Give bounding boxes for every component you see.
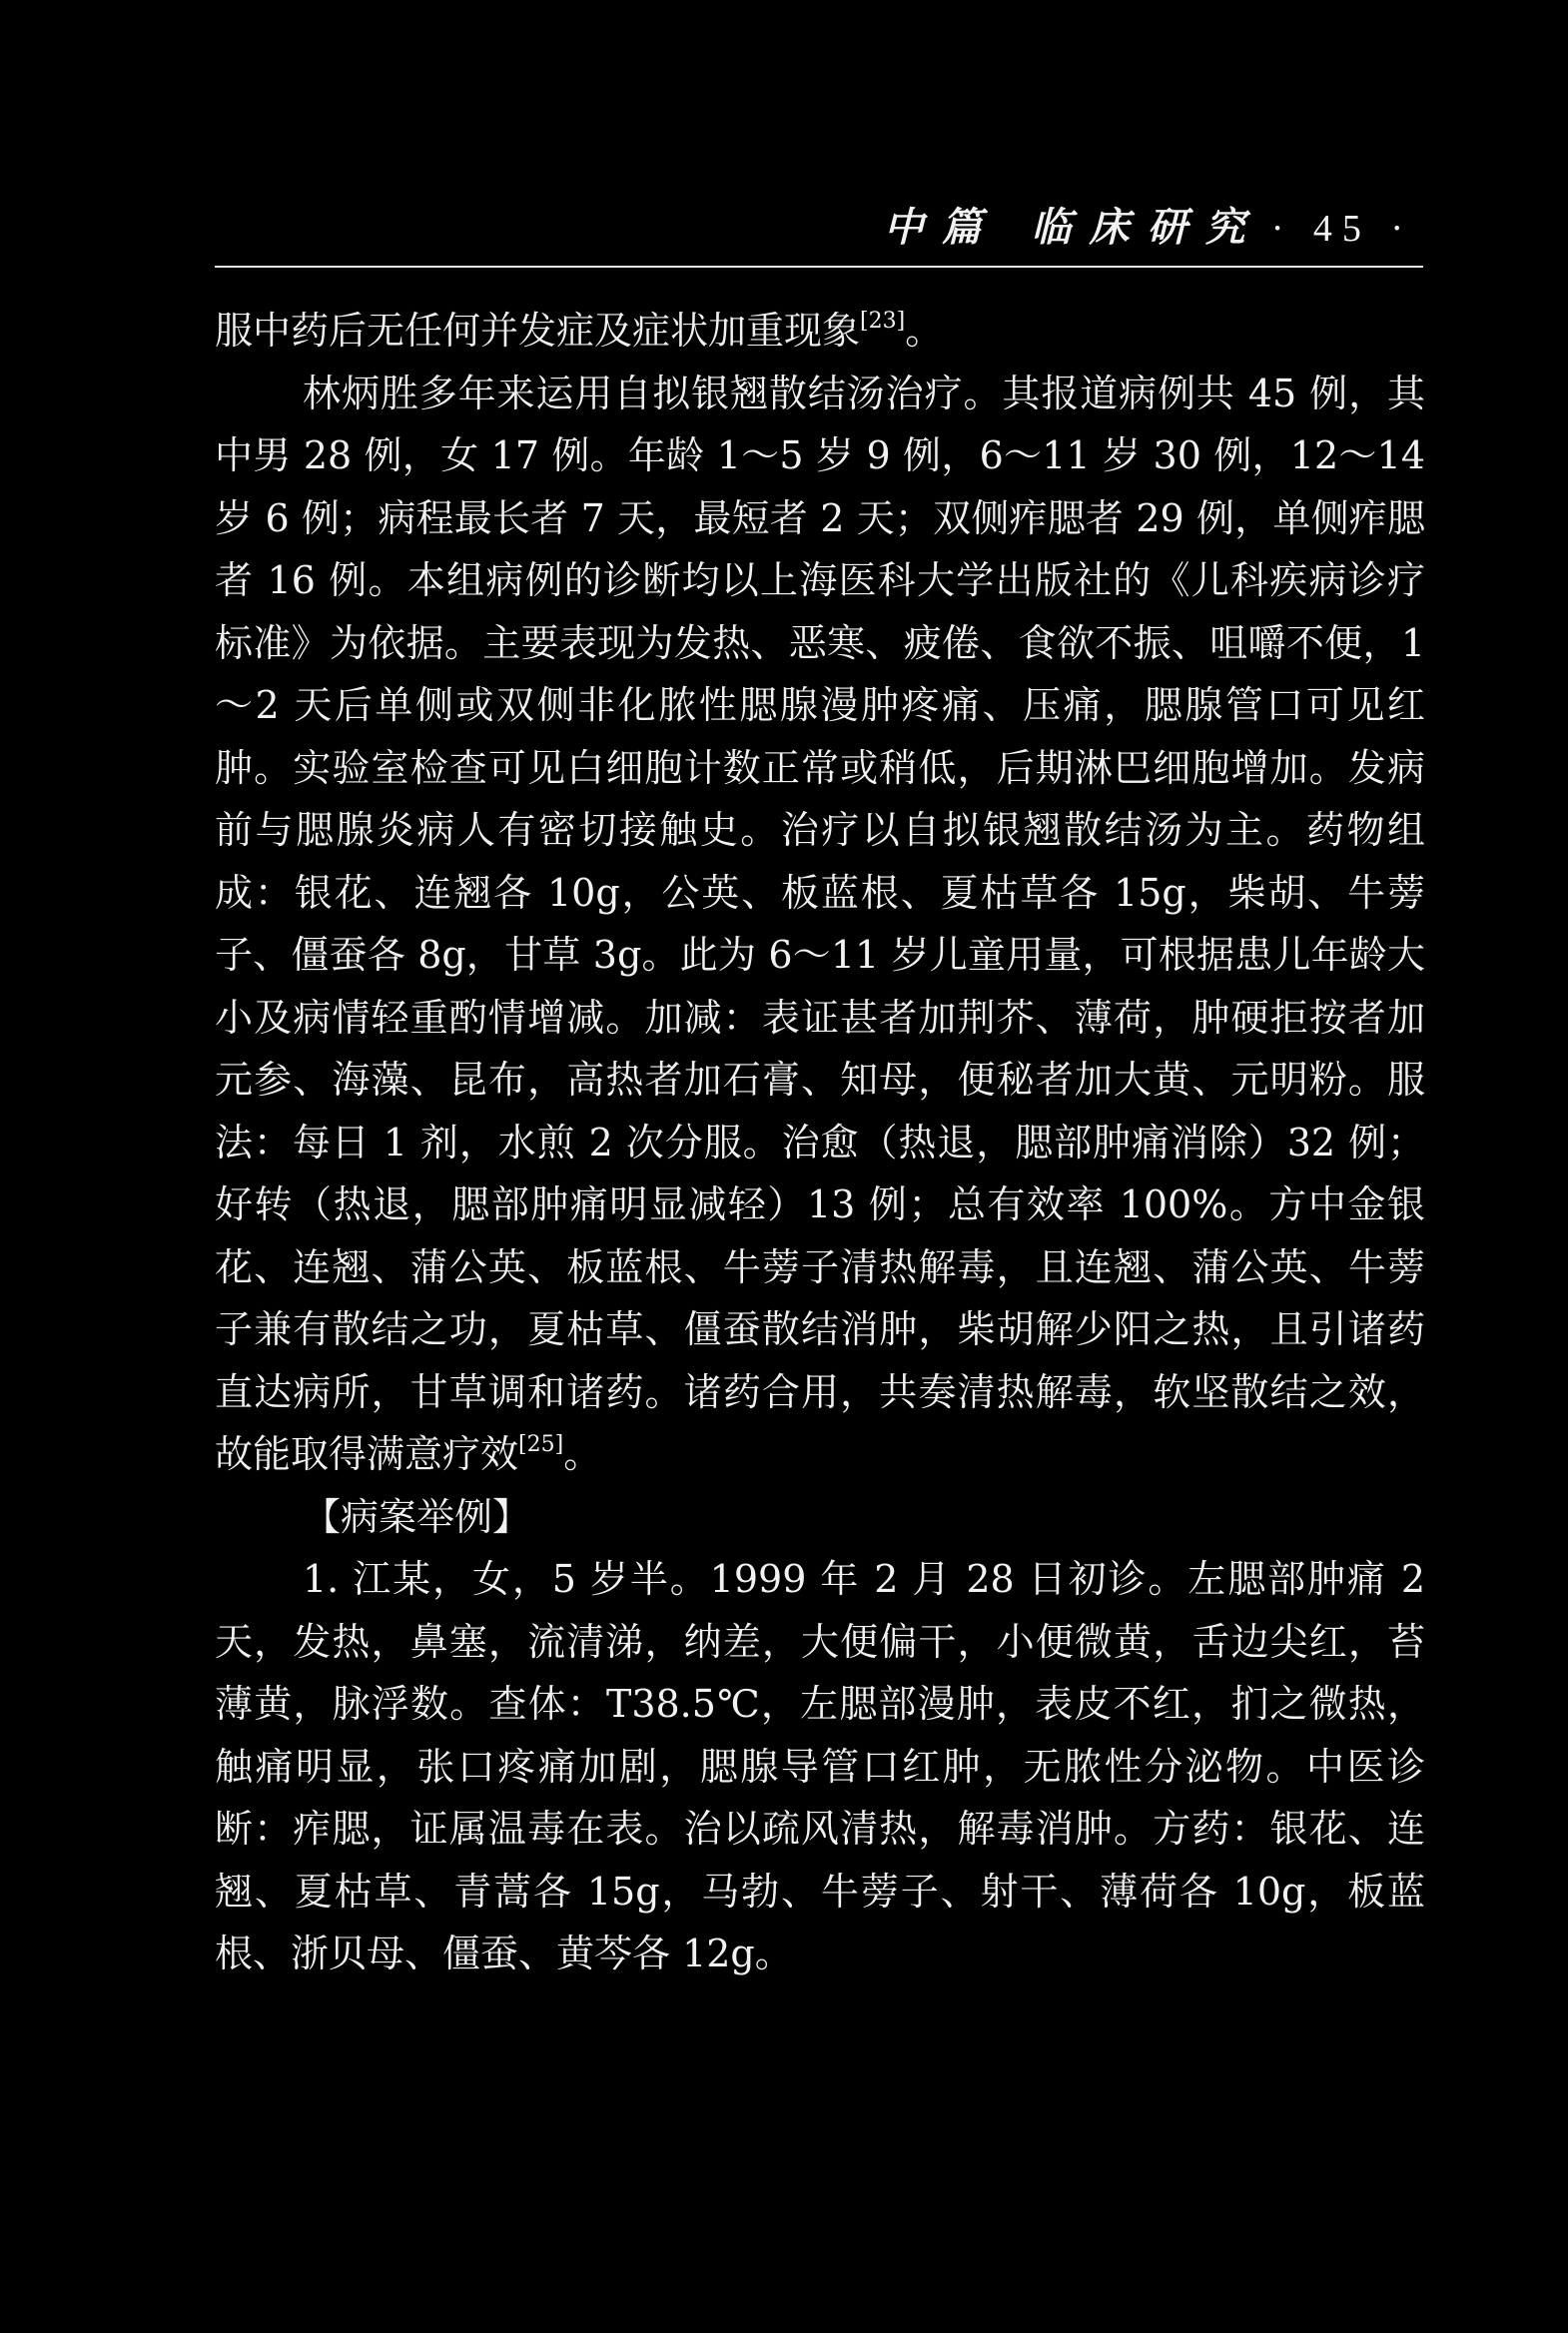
paragraph-lin-bingsheng (215, 363, 1425, 1486)
paragraph-case-1: 1. 江某，女，5 岁半。1999 年 2 月 28 日初诊。左腮部肿痛 2 天，发热，鼻塞，流清涕，纳差，大便偏干，小便微黄，舌边尖红，苔薄黄，脉浮数。查体：T38.5℃，左腮部漫肿，表皮不红，扪之微热，触痛明显，张口疼痛加剧，腮腺导管口红肿，无脓性分泌物。中医诊断：痄腮，证属温毒在表。治以疏风清热，解毒消肿。方药：银花、连翘、夏枯草、青蒿各 15g，马勃、牛蒡子、射干、薄荷各 10g，板蓝根、浙贝母、僵蚕、黄芩各 12g。 (215, 1557, 1425, 1975)
citation-mark: [23] (860, 309, 906, 334)
page-header (215, 196, 1423, 268)
section-heading-case-examples: 【病案举例】 (303, 1494, 531, 1539)
body-text (215, 300, 1425, 1985)
paragraph-continuation (215, 300, 1425, 363)
header-right (884, 204, 1413, 253)
paragraph-tail: 。 (563, 1432, 602, 1476)
running-title: 中篇 临床研究 (883, 204, 1263, 251)
paragraph-text: 服中药后无任何并发症及症状加重现象 (215, 309, 861, 353)
paragraph-text: 林炳胜多年来运用自拟银翘散结汤治疗。其报道病例共 45 例，其中男 28 例，女 17 例。年龄 1～5 岁 9 例，6～11 岁 30 例，12～14 岁 6 例；病程最长者 7 天，最短者 2 天；双侧痄腮者 29 例，单侧痄腮者 16 例。本组病例的诊断均以上海医科大学出版社的《儿科疾病诊疗标准》为依据。主要表现为发热、恶寒、疲倦、食欲不振、咀嚼不便，1～2 天后单侧或双侧非化脓性腮腺漫肿疼痛、压痛，腮腺管口可见红肿。实验室检查可见白细胞计数正常或稍低，后期淋巴细胞增加。发病前与腮腺炎病人有密切接触史。治疗以自拟银翘散结汤为主。药物组成：银花、连翘各 10g，公英、板蓝根、夏枯草各 15g，柴胡、牛蒡子、僵蚕各 8g，甘草 3g。此为 6～11 岁儿童用量，可根据患儿年龄大小及病情轻重酌情增减。加减：表证甚者加荆芥、薄荷，肿硬拒按者加元参、海藻、昆布，高热者加石膏、知母，便秘者加大黄、元明粉。服法：每日 1 剂，水煎 2 次分服。治愈（热退，腮部肿痛消除）32 例；好转（热退，腮部肿痛明显减轻）13 例；总有效率 100%。方中金银花、连翘、蒲公英、板蓝根、牛蒡子清热解毒，且连翘、蒲公英、牛蒡子兼有散结之功，夏枯草、僵蚕散结消肿，柴胡解少阳之热，且引诸药直达病所，甘草调和诸药。诸药合用，共奏清热解毒，软坚散结之效，故能取得满意疗效 (215, 371, 1425, 1476)
paragraph-tail: 。 (905, 309, 944, 353)
citation-mark: [25] (518, 1432, 564, 1457)
page-number: · 45 · (1270, 208, 1413, 250)
